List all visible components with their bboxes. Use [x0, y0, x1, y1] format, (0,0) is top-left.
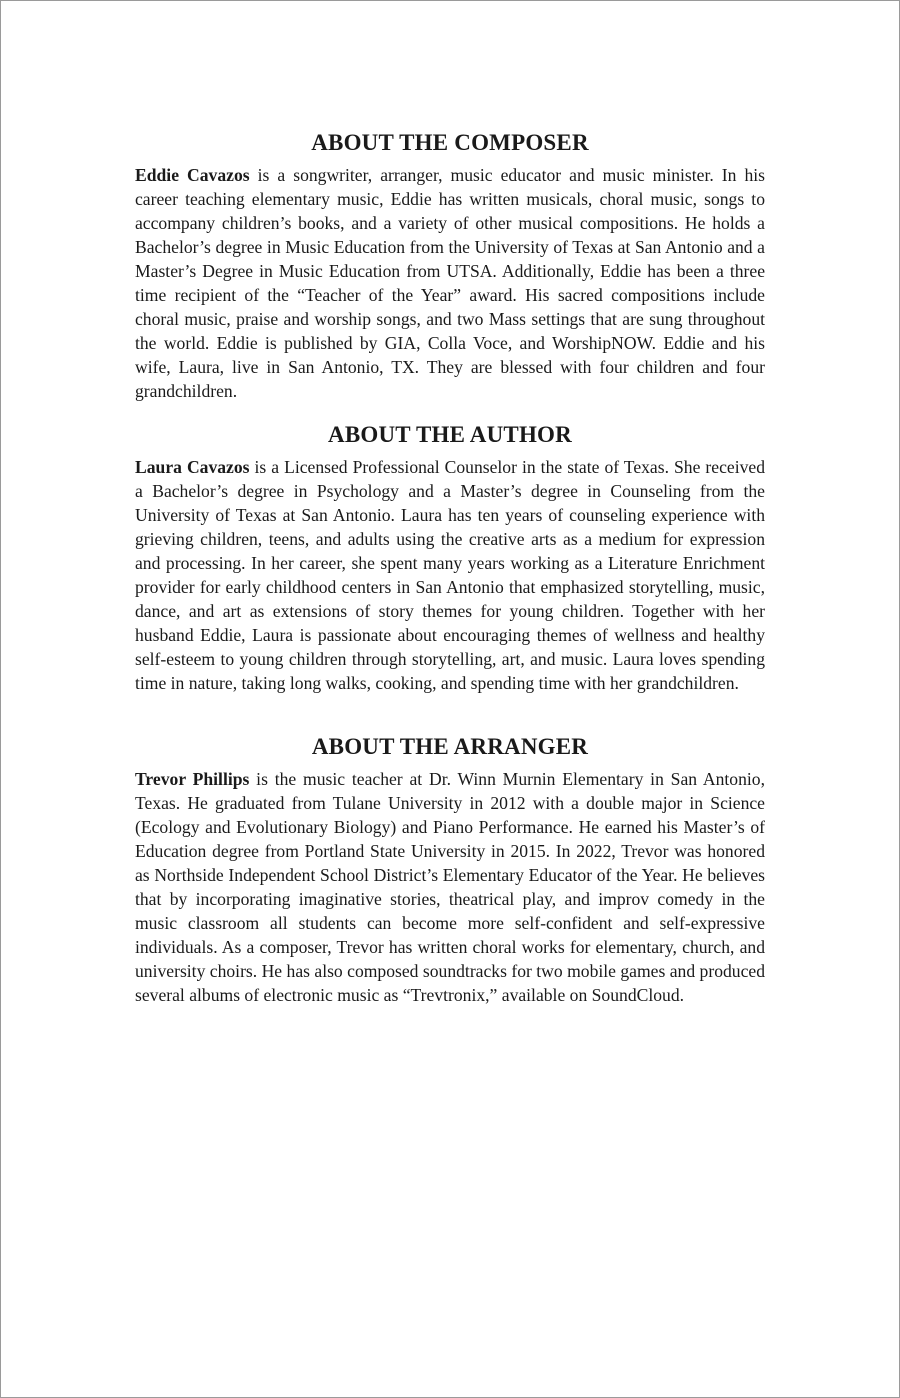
- page-content: [135, 129, 765, 1007]
- author-heading: ABOUT THE AUTHOR: [328, 422, 572, 447]
- composer-heading: ABOUT THE COMPOSER: [311, 130, 589, 155]
- composer-section: [135, 129, 765, 403]
- arranger-bio-text: is the music teacher at Dr. Winn Murnin Elementary in San Antonio, Texas. He graduated from Tulane University in 2012 with a double major in Science (Ecology and Evolutionary Biology) and Piano Performance. He earned his Master’s of Education degree from Portland State University in 2015. In 2022, Trevor was honored as Northside Independent School District’s Elementary Educator of the Year. He believes that by incorporating imaginative stories, theatrical play, and improv comedy in the music classroom all students can become more self-confident and self-expressive individuals. As a composer, Trevor has written choral works for elementary, church, and university choirs. He has also composed soundtracks for two mobile games and produced several albums of electronic music as “Trevtronix,” available on SoundCloud.: [135, 769, 765, 1005]
- author-bio: [135, 455, 765, 695]
- composer-name: Eddie Cavazos: [135, 165, 250, 185]
- arranger-name: Trevor Phillips: [135, 769, 250, 789]
- arranger-heading: ABOUT THE ARRANGER: [311, 734, 589, 759]
- arranger-section: [135, 733, 765, 1007]
- composer-bio: [135, 163, 765, 403]
- composer-bio-text: is a songwriter, arranger, music educator and music minister. In his career teaching elementary music, Eddie has written musicals, choral music, songs to accompany children’s books, and a variety of other musical compositions. He holds a Bachelor’s degree in Music Education from the University of Texas at San Antonio and a Master’s Degree in Music Education from UTSA. Additionally, Eddie has been a three time recipient of the “Teacher of the Year” award. His sacred compositions include choral music, praise and worship songs, and two Mass settings that are sung throughout the world. Eddie is published by GIA, Colla Voce, and WorshipNOW. Eddie and his wife, Laura, live in San Antonio, TX. They are blessed with four children and four grandchildren.: [135, 165, 766, 401]
- arranger-bio: [135, 767, 765, 1007]
- author-section: [135, 421, 765, 695]
- author-bio-text: is a Licensed Professional Counselor in the state of Texas. She received a Bachelor’s degree in Psychology and a Master’s degree in Counseling from the University of Texas at San Antonio. Laura has ten years of counseling experience with grieving children, teens, and adults using the creative arts as a medium for expression and processing. In her career, she spent many years working as a Literature Enrichment provider for early childhood centers in San Antonio that emphasized storytelling, music, dance, and art as extensions of story themes for young children. Together with her husband Eddie, Laura is passionate about encouraging themes of wellness and healthy self-esteem to young children through storytelling, art, and music. Laura loves spending time in nature, taking long walks, cooking, and spending time with her grandchildren.: [135, 457, 765, 693]
- author-name: Laura Cavazos: [135, 457, 250, 477]
